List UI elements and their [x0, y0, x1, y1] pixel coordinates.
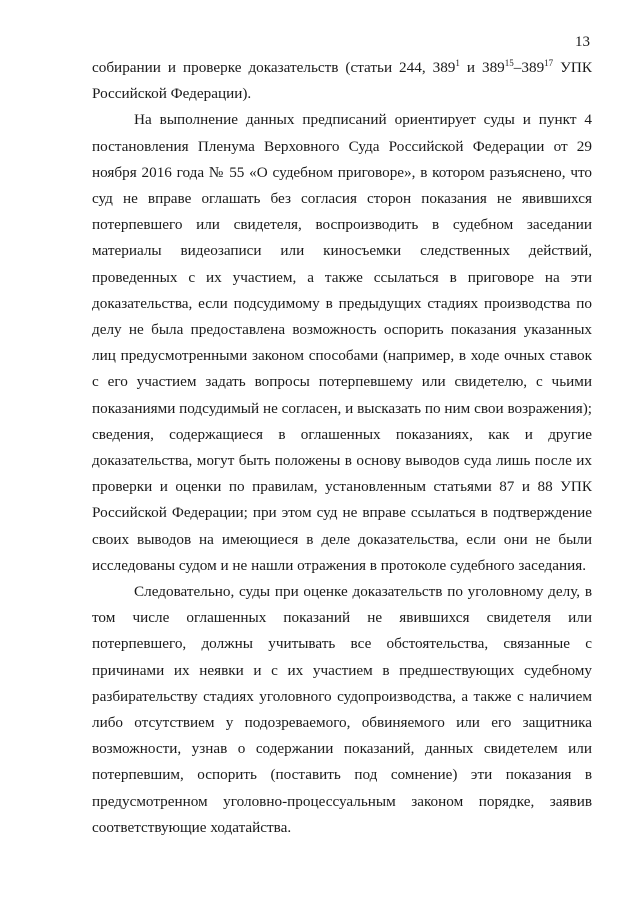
superscript-1: 1: [455, 57, 460, 68]
paragraph-3: Следовательно, суды при оценке доказательств по уголовному делу, в том числе оглашенных показаний не явившихся свидетеля или потерпевшего, должны учитывать все обстоятельства, связанные с причинами их неявки и с их участием в предшествующих судебному разбирательству стадиях уголовного судопроизводства, а также с наличием либо отсутствием у подозреваемого, обвиняемого или его защитника возможности, узнав о содержании показаний, данных свидетелем или потерпевшим, оспорить (поставить под сомнение) эти показания в предусмотренном уголовно-процессуальным законом порядке, заявив соответствующие ходатайства.: [92, 583, 592, 836]
superscript-15: 15: [504, 57, 514, 68]
paragraph-1-text-b: и 389: [459, 59, 505, 76]
page-number: 13: [575, 34, 590, 50]
paragraph-1: [92, 55, 592, 107]
document-body: [92, 55, 592, 841]
superscript-17: 17: [544, 57, 554, 68]
paragraph-2: На выполнение данных предписаний ориентирует суды и пункт 4 постановления Пленума Верховного Суда Российской Федерации от 29 ноября 2016 года № 55 «О судебном приговоре», в котором разъяснено, что суд не вправе оглашать без согласия сторон показания не явившихся потерпевшего или свидетеля, воспроизводить в судебном заседании материалы видеозаписи или киносъемки следственных действий, проведенных с их участием, а также ссылаться в приговоре на эти доказательства, если подсудимому в предыдущих стадиях производства по делу не была предоставлена возможность оспорить показания указанных лиц предусмотренными законом способами (например, в ходе очных ставок с его участием задать вопросы потерпевшему или свидетелю, с чьими показаниями подсудимый не согласен, и высказать по ним свои возражения); сведения, содержащиеся в оглашенных показаниях, как и другие доказательства, могут быть положены в основу выводов суда лишь после их проверки и оценки по правилам, установленным статьями 87 и 88 УПК Российской Федерации; при этом суд не вправе ссылаться в подтверждение своих выводов на имеющиеся в деле доказательства, если они не были исследованы судом и не нашли отражения в протоколе судебного заседания.: [92, 111, 592, 574]
paragraph-1-text-c: –389: [513, 59, 545, 76]
paragraph-1-text-d: УПК Российской Федерации).: [92, 59, 592, 103]
paragraph-1-text-a: собирании и проверке доказательств (статьи 244, 389: [92, 59, 456, 76]
